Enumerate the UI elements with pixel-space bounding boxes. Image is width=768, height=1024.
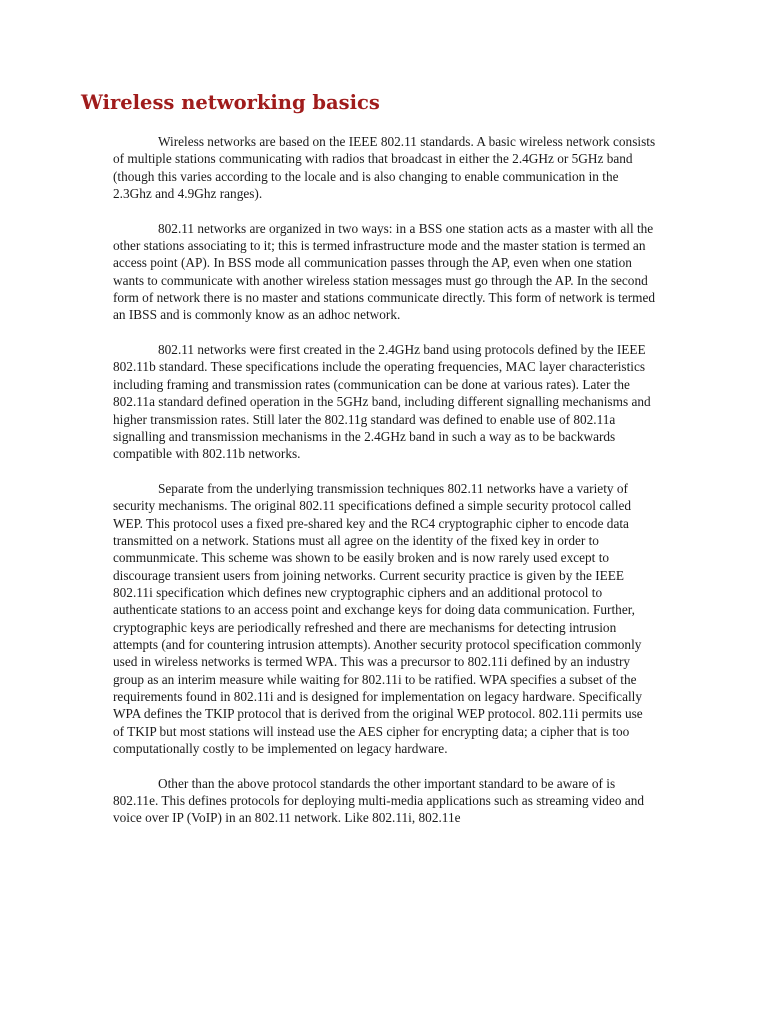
document-title: Wireless networking basics [81,91,380,114]
paragraph-network-organization: 802.11 networks are organized in two ways: in a BSS one station acts as a master with all the other stations associating to it; this is termed infrastructure mode and the master station is termed an access point (AP). In BSS mode all communication passes through the AP, even when one station wants to communicate with another wireless station messages must go through the AP. In the second form of network there is no master and stations communicate directly. This form of network is termed an IBSS and is commonly know as an adhoc network. [113,220,656,323]
document-body [113,133,657,844]
paragraph-security: Separate from the underlying transmission techniques 802.11 networks have a variety of security mechanisms. The original 802.11 specifications defined a simple security protocol called WEP. This protocol uses a fixed pre-shared key and the RC4 cryptographic cipher to encode data transmitted on a network. Stations must all agree on the identity of the fixed key in order to communmicate. This scheme was shown to be easily broken and is now rarely used except to discourage transient users from joining networks. Current security practice is given by the IEEE 802.11i specification which defines new cryptographic ciphers and an additional protocol to authenticate stations to an access point and exchange keys for doing data communication. Further, cryptographic keys are periodically refreshed and there are mechanisms for detecting intrusion attempts (and for countering intrusion attempts). Another security protocol specification commonly used in wireless networks is termed WPA. This was a precursor to 802.11i defined by an industry group as an interim measure while waiting for 802.11i to be ratified. WPA specifies a subset of the requirements found in 802.11i and is designed for implementation on legacy hardware. Specifically WPA defines the TKIP protocol that is derived from the original WEP protocol. 802.11i permits use of TKIP but most stations will instead use the AES cipher for encrypting data; a cipher that is too computationally costly to be implemented on legacy hardware. [113,480,643,757]
paragraph-qos-802-11e: Other than the above protocol standards the other important standard to be aware of is 802.11e. This defines protocols for deploying multi-media applications such as streaming video and voice over IP (VoIP) in an 802.11 network. Like 802.11i, 802.11e [113,775,645,826]
paragraph-intro: Wireless networks are based on the IEEE 802.11 standards. A basic wireless network consists of multiple stations communicating with radios that broadcast in either the 2.4GHz or 5GHz band (though this varies according to the locale and is also changing to enable communication in the 2.3Ghz and 4.9Ghz ranges). [113,134,656,202]
paragraph-standards-history: 802.11 networks were first created in the 2.4GHz band using protocols defined by the IEEE 802.11b standard. These specifications include the operating frequencies, MAC layer characteristics including framing and transmission rates (communication can be done at various rates). Later the 802.11a standard defined operation in the 5GHz band, including different signalling mechanisms and higher transmission rates. Still later the 802.11g standard was defined to enable use of 802.11a signalling and transmission mechanisms in the 2.4GHz band in such a way as to be backwards compatible with 802.11b networks. [113,342,651,462]
